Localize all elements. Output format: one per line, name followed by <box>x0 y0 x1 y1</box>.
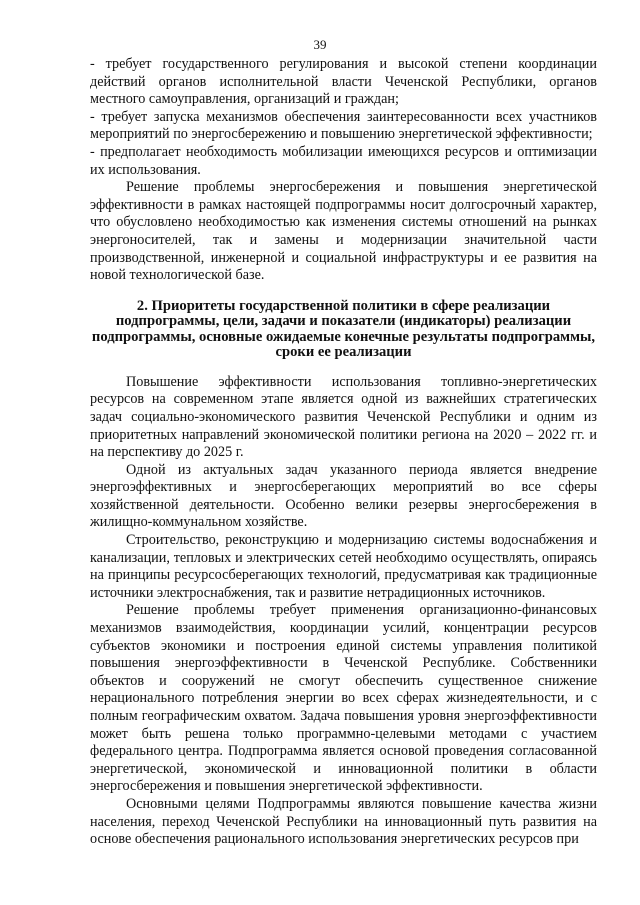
body-paragraph: Повышение эффективности использования топливно-энергетических ресурсов на современном этапе является одной из важнейших стратегических задач социально-экономического развития Чеченской Республики и одним из приоритетных направлений экономической политики региона на 2020 – 2022 гг. и на перспективу до 2025 г. <box>90 373 597 461</box>
bullet-item: - требует запуска механизмов обеспечения заинтересованности всех участников мероприятий по энергосбережению и повышению энергетической эффективности; <box>90 108 597 143</box>
body-paragraph: Решение проблемы энергосбережения и повышения энергетической эффективности в рамках настоящей подпрограммы носит долгосрочный характер, что обусловлено необходимостью как изменения системы отношений на рынках энергоносителей, так и замены и модернизации значительной части производственной, инженерной и социальной инфраструктуры и ее развития на новой технологической базе. <box>90 179 597 284</box>
body-paragraph: Решение проблемы требует применения организационно-финансовых механизмов взаимодействия, координации усилий, концентрации ресурсов субъектов экономики и построения единой системы управления политикой повышения энергоэффективности в Чеченской Республике. Собственники объектов и сооружений не смогут обеспечить существенное снижение нерационального потребления энергии во всех сферах жизнедеятельности, и с полным географическим охватом. Задача повышения уровня энергоэффективности может быть решена только программно-целевыми методами с участием федерального центра. Подпрограмма является основой проведения согласованной энергетической, экономической и инновационной политики в области энергосбережения и повышения энергетической эффективности. <box>90 602 597 795</box>
body-paragraph: Основными целями Подпрограммы являются повышение качества жизни населения, переход Чеченской Республики на инновационный путь развития на основе обеспечения рационального использования энергетических ресурсов при <box>90 795 597 848</box>
bullet-item: - требует государственного регулирования и высокой степени координации действий органов исполнительной власти Чеченской Республики, органов местного самоуправления, организаций и граждан; <box>90 56 597 108</box>
bullet-item: - предполагает необходимость мобилизации имеющихся ресурсов и оптимизации их использования. <box>90 143 597 178</box>
body-paragraph: Одной из актуальных задач указанного периода является внедрение энергоэффективных и энергосберегающих мероприятий во все сферы хозяйственной деятельности. Особенно велики резервы энергосбережения в жилищно-коммунальном хозяйстве. <box>90 461 597 531</box>
page-body <box>90 56 597 849</box>
body-paragraph: Строительство, реконструкцию и модернизацию системы водоснабжения и канализации, тепловых и электрических сетей необходимо осуществлять, опираясь на принципы ресурсосберегающих технологий, предусматривая как традиционные источники электроснабжения, так и развитие нетрадиционных источников. <box>90 532 597 601</box>
page-number: 39 <box>313 37 327 52</box>
section-heading: 2. Приоритеты государственной политики в сфере реализации подпрограммы, цели, задачи и показатели (индикаторы) реализации подпрограммы, основные ожидаемые конечные результаты подпрограммы, сроки ее реализации <box>91 297 596 361</box>
